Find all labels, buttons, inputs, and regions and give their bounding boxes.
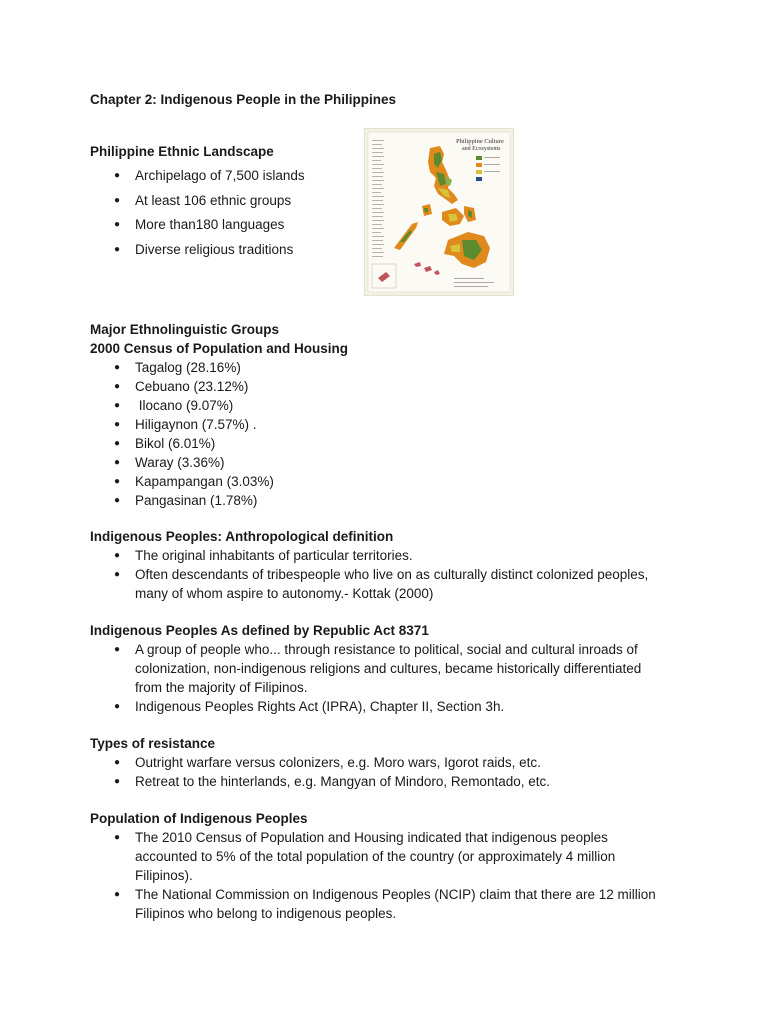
list-item-text: Often descendants of tribespeople who live on as culturally distinct colonized peoples, many of whom aspire to autonomy.- Kottak (2000) — [135, 567, 649, 601]
list-item — [90, 191, 350, 210]
list-item — [90, 434, 690, 453]
list-item-text: Bikol (6.01%) — [135, 436, 216, 451]
list-item-text: Outright warfare versus colonizers, e.g. Moro wars, Igorot raids, etc. — [135, 755, 541, 770]
philippine-map-image — [364, 128, 514, 296]
list-item-text: At least 106 ethnic groups — [135, 192, 292, 208]
list-item-text: Diverse religious traditions — [135, 241, 294, 257]
list-item-text: Tagalog (28.16%) — [135, 360, 241, 375]
bullet-icon: ● — [114, 776, 121, 787]
bullet-icon: ● — [114, 419, 121, 430]
list-item — [90, 453, 690, 472]
map-title-line1: Philippine Culture — [456, 138, 504, 145]
bullet-icon: ● — [114, 757, 121, 768]
list-item-text: Cebuano (23.12%) — [135, 379, 249, 394]
list-item — [90, 358, 690, 377]
list-item — [90, 753, 690, 772]
list-item-text: The original inhabitants of particular territories. — [135, 548, 413, 563]
bullet-icon: ● — [114, 495, 121, 506]
list-item — [90, 415, 690, 434]
section-population — [90, 809, 690, 923]
section-heading: Major Ethnolinguistic Groups — [90, 322, 279, 337]
bullet-list — [90, 546, 690, 603]
list-item — [90, 885, 680, 923]
list-item-text: More than180 languages — [135, 217, 285, 232]
list-item — [90, 697, 690, 716]
bullet-icon: ● — [114, 243, 121, 255]
section-ethnolinguistic-groups — [90, 320, 690, 510]
bullet-list — [90, 358, 690, 510]
bullet-list — [90, 166, 350, 259]
list-item-text: Archipelago of 7,500 islands — [135, 168, 305, 183]
bullet-icon: ● — [114, 400, 121, 411]
bullet-icon: ● — [114, 362, 121, 373]
bullet-icon: ● — [114, 644, 121, 655]
bullet-icon: ● — [114, 438, 121, 449]
section-ethnic-landscape — [90, 142, 350, 264]
bullet-icon: ● — [114, 832, 121, 843]
list-item — [90, 772, 690, 791]
section-heading: Population of Indigenous Peoples — [90, 811, 308, 826]
list-item-text: Ilocano (9.07%) — [135, 398, 234, 413]
bullet-list — [90, 640, 690, 716]
list-item — [90, 215, 350, 234]
section-heading: Philippine Ethnic Landscape — [90, 144, 274, 159]
list-item — [90, 640, 665, 697]
section-heading: Indigenous Peoples As defined by Republic Act 8371 — [90, 623, 429, 638]
list-item-text: The National Commission on Indigenous Peoples (NCIP) claim that there are 12 million Filipinos who belong to indigenous peoples. — [135, 887, 656, 921]
list-item — [90, 166, 350, 185]
section-republic-act-8371 — [90, 621, 690, 716]
list-item — [90, 565, 675, 603]
section-types-of-resistance — [90, 734, 690, 791]
bullet-icon: ● — [114, 457, 121, 468]
list-item — [90, 377, 690, 396]
list-item — [90, 828, 645, 885]
list-item-text: Kapampangan (3.03%) — [135, 474, 274, 489]
bullet-icon: ● — [114, 476, 121, 487]
list-item — [90, 396, 690, 415]
bullet-icon: ● — [114, 381, 121, 392]
list-item-text: Waray (3.36%) — [135, 455, 225, 470]
section-anthropological-definition — [90, 527, 690, 603]
list-item-text: Indigenous Peoples Rights Act (IPRA), Chapter II, Section 3h. — [135, 699, 505, 714]
bullet-icon: ● — [114, 194, 121, 206]
list-item-text: Retreat to the hinterlands, e.g. Mangyan of Mindoro, Remontado, etc. — [135, 774, 550, 789]
bullet-icon: ● — [114, 550, 121, 561]
section-heading: Types of resistance — [90, 736, 216, 751]
bullet-icon: ● — [114, 889, 121, 900]
list-item-text: A group of people who... through resistance to political, social and cultural inroads of colonization, non-indigenous religions and cultures, became historically differentiated from the majority of Filipinos. — [135, 642, 642, 695]
list-item — [90, 240, 350, 259]
bullet-icon: ● — [114, 170, 121, 181]
bullet-list — [90, 828, 690, 923]
list-item — [90, 546, 690, 565]
list-item — [90, 491, 690, 510]
bullet-icon: ● — [114, 569, 121, 580]
list-item-text: Pangasinan (1.78%) — [135, 493, 258, 508]
page-title: Chapter 2: Indigenous People in the Philippines — [90, 92, 397, 107]
bullet-list — [90, 753, 690, 791]
section-heading: Indigenous Peoples: Anthropological definition — [90, 529, 394, 544]
bullet-icon: ● — [114, 219, 121, 230]
list-item-text: The 2010 Census of Population and Housing indicated that indigenous peoples accounted to 5% of the total population of the country (or approximately 4 million Filipinos). — [135, 830, 616, 883]
list-item-text: Hiligaynon (7.57%) . — [135, 417, 257, 432]
section-subheading: 2000 Census of Population and Housing — [90, 341, 349, 356]
map-title-line2: and Ecosystems — [462, 146, 501, 152]
list-item — [90, 472, 690, 491]
bullet-icon: ● — [114, 701, 121, 712]
